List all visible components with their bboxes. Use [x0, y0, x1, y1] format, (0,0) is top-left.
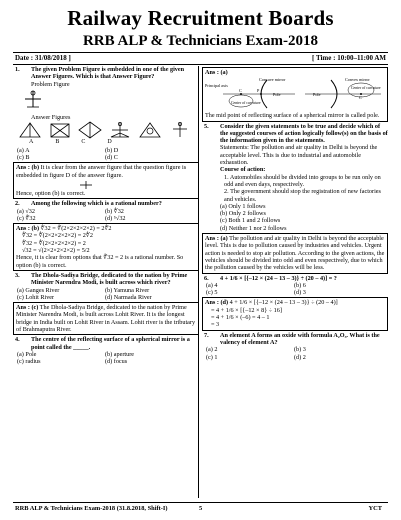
label-p: P [257, 88, 260, 94]
answer-figure-c [77, 121, 103, 139]
answer-figure-f [167, 121, 193, 139]
question-number: 5. [204, 122, 209, 130]
answer-tag: Ans : (c) [16, 304, 39, 312]
answer-figure-e [137, 121, 163, 139]
date-time-bar [13, 52, 388, 65]
solution-line: ∜32 = ∜(2×2×2×2×2) = 2∜2 [40, 225, 112, 233]
question-text: An element A forms an oxide with formula A₂O₃. What is the valency of element A? [220, 331, 380, 346]
answer-conclusion: Hence, it is clear from options that ∜32 = 2 is a rational number. So option (b) is correct. [16, 254, 184, 269]
option-b: (b) Only 2 follows [220, 210, 266, 218]
answer-tag: Ans : (a) [205, 69, 228, 76]
question-text: Among the following which is a rational number? [31, 200, 162, 208]
option-c: (c) Both 1 and 2 follows [220, 217, 281, 225]
options [17, 351, 199, 366]
statement: Statements: The pollution and air quality in Delhi is beyond the acceptable level. This is due to industrial and automobile exhaustion. [220, 144, 378, 167]
answer-box [202, 233, 388, 273]
label-convex-mirror: Convex mirror [345, 77, 370, 83]
solution-line: = 4 + 1/6 × (–6) = 4 – 1 [211, 314, 270, 322]
option-d: (d) ⁵√32 [105, 214, 126, 222]
question-1 [13, 66, 199, 199]
option-b: (b) aperture [105, 350, 135, 358]
option-b: (b) D [105, 146, 119, 154]
solution-line: ∜32 = ∜(2×2×2×2×2) = 2 [22, 239, 86, 247]
question-text: 4 + 1/6 × [{–12 × (24 – 13 – 3)} ÷ (20 – 4)] = ? [220, 274, 337, 282]
answer-box [13, 302, 199, 335]
answer-box [202, 67, 388, 122]
option-a: (a) A [17, 146, 30, 154]
option-b: (b) Yamuna River [105, 286, 150, 294]
problem-figure-label: Problem Figure [31, 80, 70, 88]
course-1: 1. Automobiles should be divided into groups to be run only on odd and even days, respectively. [224, 173, 381, 188]
answer-figure-letters [29, 139, 199, 146]
option-d: (d) 3 [294, 289, 306, 297]
question-number: 2. [15, 200, 20, 208]
right-column [202, 66, 388, 362]
answer-box [202, 297, 388, 330]
answer-figure-b [47, 121, 73, 139]
answer-figures-label: Answer Figures [31, 114, 71, 122]
solution-line: 4 + 1/6 × [{–12 × (24 – 13 – 3)} ÷ (20 – 4)] [229, 299, 338, 307]
option-a: (a) Only 1 follows [220, 202, 266, 210]
solution-line: = 3 [211, 321, 220, 329]
page-footer [13, 502, 388, 512]
label-concave-mirror: Concave mirror [259, 77, 286, 83]
answer-tag: Ans : (b) [16, 225, 40, 233]
solution-line: √32 = √(2×2×2×2×2) = 5/2 [22, 247, 90, 255]
option-c: (c) ∜32 [17, 214, 36, 222]
answer-box [13, 223, 199, 271]
option-b: (b) ∜32 [105, 207, 124, 215]
question-6 [202, 275, 388, 331]
page-number: 5 [199, 505, 203, 512]
answer-figure-a [17, 121, 43, 139]
question-number: 4. [15, 336, 20, 344]
option-c: (c) B [17, 154, 30, 162]
option-d: (d) Neither 1 nor 2 follows [220, 224, 287, 232]
exam-time: [ Time : 10:00–11:00 AM [311, 54, 386, 62]
options [206, 346, 388, 361]
label-pole-2: Pole [313, 92, 321, 98]
label-pole: Pole [273, 92, 281, 98]
question-text: The given Problem Figure is embedded in one of the given Answer Figures. Which is that Answer Figure? [31, 66, 185, 81]
answer-figure-d [107, 121, 133, 139]
answer-text: It is clear from the answer figure that the question figure is embedded in figure D of the answer figure. [16, 164, 187, 179]
solution-line: ∜32 = ∜(2×2×2×2×2) = 2∜2 [22, 232, 93, 240]
option-c: (c) radius [17, 358, 41, 366]
question-7 [202, 332, 388, 361]
answer-figure-icon [76, 180, 96, 190]
answer-tag: Ans : (d) [205, 299, 229, 307]
question-5 [202, 123, 388, 274]
option-a: (a) Ganges River [17, 286, 60, 294]
letter-c: C [81, 139, 86, 146]
option-b: (b) 3 [294, 346, 306, 354]
option-a: (a) √32 [17, 207, 35, 215]
question-text: Consider the given statements to be true and decide which of the suggested courses of action logically follow(s) on the basis of the information given in the statements. [220, 122, 388, 145]
course-2: 2. The government should stop the registration of new factories and vehicles. [224, 188, 381, 203]
options [17, 208, 199, 223]
options [206, 282, 388, 297]
exam-date: Date : 31/08/2018 ] [15, 54, 71, 62]
question-text: The Dhola-Sadiya Bridge, dedicated to the nation by Prime Minister Narendra Modi, is built across which river? [31, 271, 188, 287]
left-column [13, 66, 199, 367]
answer-tag: Ans : (b) [16, 164, 40, 172]
footer-exam-name: RRB ALP & Technicians Exam-2018 (31.8.2018, Shift-I) [15, 505, 168, 512]
question-number: 1. [15, 66, 20, 73]
option-d: (d) Narmada River [105, 293, 152, 301]
mirror-diagram [205, 77, 385, 111]
option-c: (c) 1 [206, 353, 218, 361]
option-d: (d) C [105, 154, 118, 162]
problem-figure [17, 89, 49, 111]
course-label: Course of action: [220, 166, 266, 174]
label-c: C [239, 88, 242, 94]
answer-conclusion: Hence, option (b) is correct. [16, 189, 86, 197]
option-a: (a) 4 [206, 281, 218, 289]
label-center-curvature-2: Center of curvature [351, 86, 381, 91]
answer-box [13, 162, 199, 199]
question-text: The centre of the reflecting surface of a spherical mirror is a point called the _____. [31, 336, 190, 351]
option-a: (a) 2 [206, 346, 218, 354]
answer-figures [17, 121, 199, 139]
answer-text: The pollution and air quality in Delhi is beyond the acceptable level. This is due to pollution caused by industries and vehicles. Urgent action is needed to stop air pollution. According to the given actions, the vehicles should be divided into odd and even respectively, due to which the pollution caused by the vehicles will be less. [205, 235, 385, 272]
footer-publisher: YCT [368, 505, 382, 512]
letter-a: A [29, 139, 34, 146]
question-number: 7. [204, 331, 209, 339]
option-c: (c) 5 [206, 289, 218, 297]
label-principal-axis: Principal axis [205, 83, 228, 89]
question-4 [13, 336, 199, 365]
question-2 [13, 200, 199, 271]
label-center-curvature: Center of curvature [231, 101, 261, 106]
option-c: (c) Lohit River [17, 293, 55, 301]
options [17, 287, 199, 302]
page-subtitle: RRB ALP & Technicians Exam-2018 [82, 33, 319, 49]
option-d: (d) focus [105, 358, 128, 366]
options [17, 147, 199, 162]
question-number: 3. [15, 271, 20, 279]
letter-b: B [55, 139, 60, 146]
question-number: 6. [204, 274, 209, 282]
option-a: (a) Pole [17, 350, 37, 358]
option-d: (d) 2 [294, 353, 306, 361]
page-title: Railway Recruitment Boards [67, 6, 334, 30]
solution-line: = 4 + 1/6 × [{–12 × 8} ÷ 16] [211, 306, 282, 314]
answer-text: The Dhola-Sadiya Bridge, dedicated to the nation by Prime Minister Narendra Modi, is built across Lohit River. It is the longest bridge in India built on Lohit River in Assam. Lohit river is the tributary of Brahmaputra River. [16, 304, 196, 334]
options [220, 203, 388, 232]
answer-text: The mid point of reflecting surface of a spherical mirror is called pole. [205, 112, 380, 120]
letter-d: D [107, 139, 112, 146]
option-b: (b) 6 [294, 281, 306, 289]
answer-tag: Ans : (a) [205, 235, 228, 243]
question-3 [13, 272, 199, 335]
label-c-2: C [359, 95, 362, 101]
